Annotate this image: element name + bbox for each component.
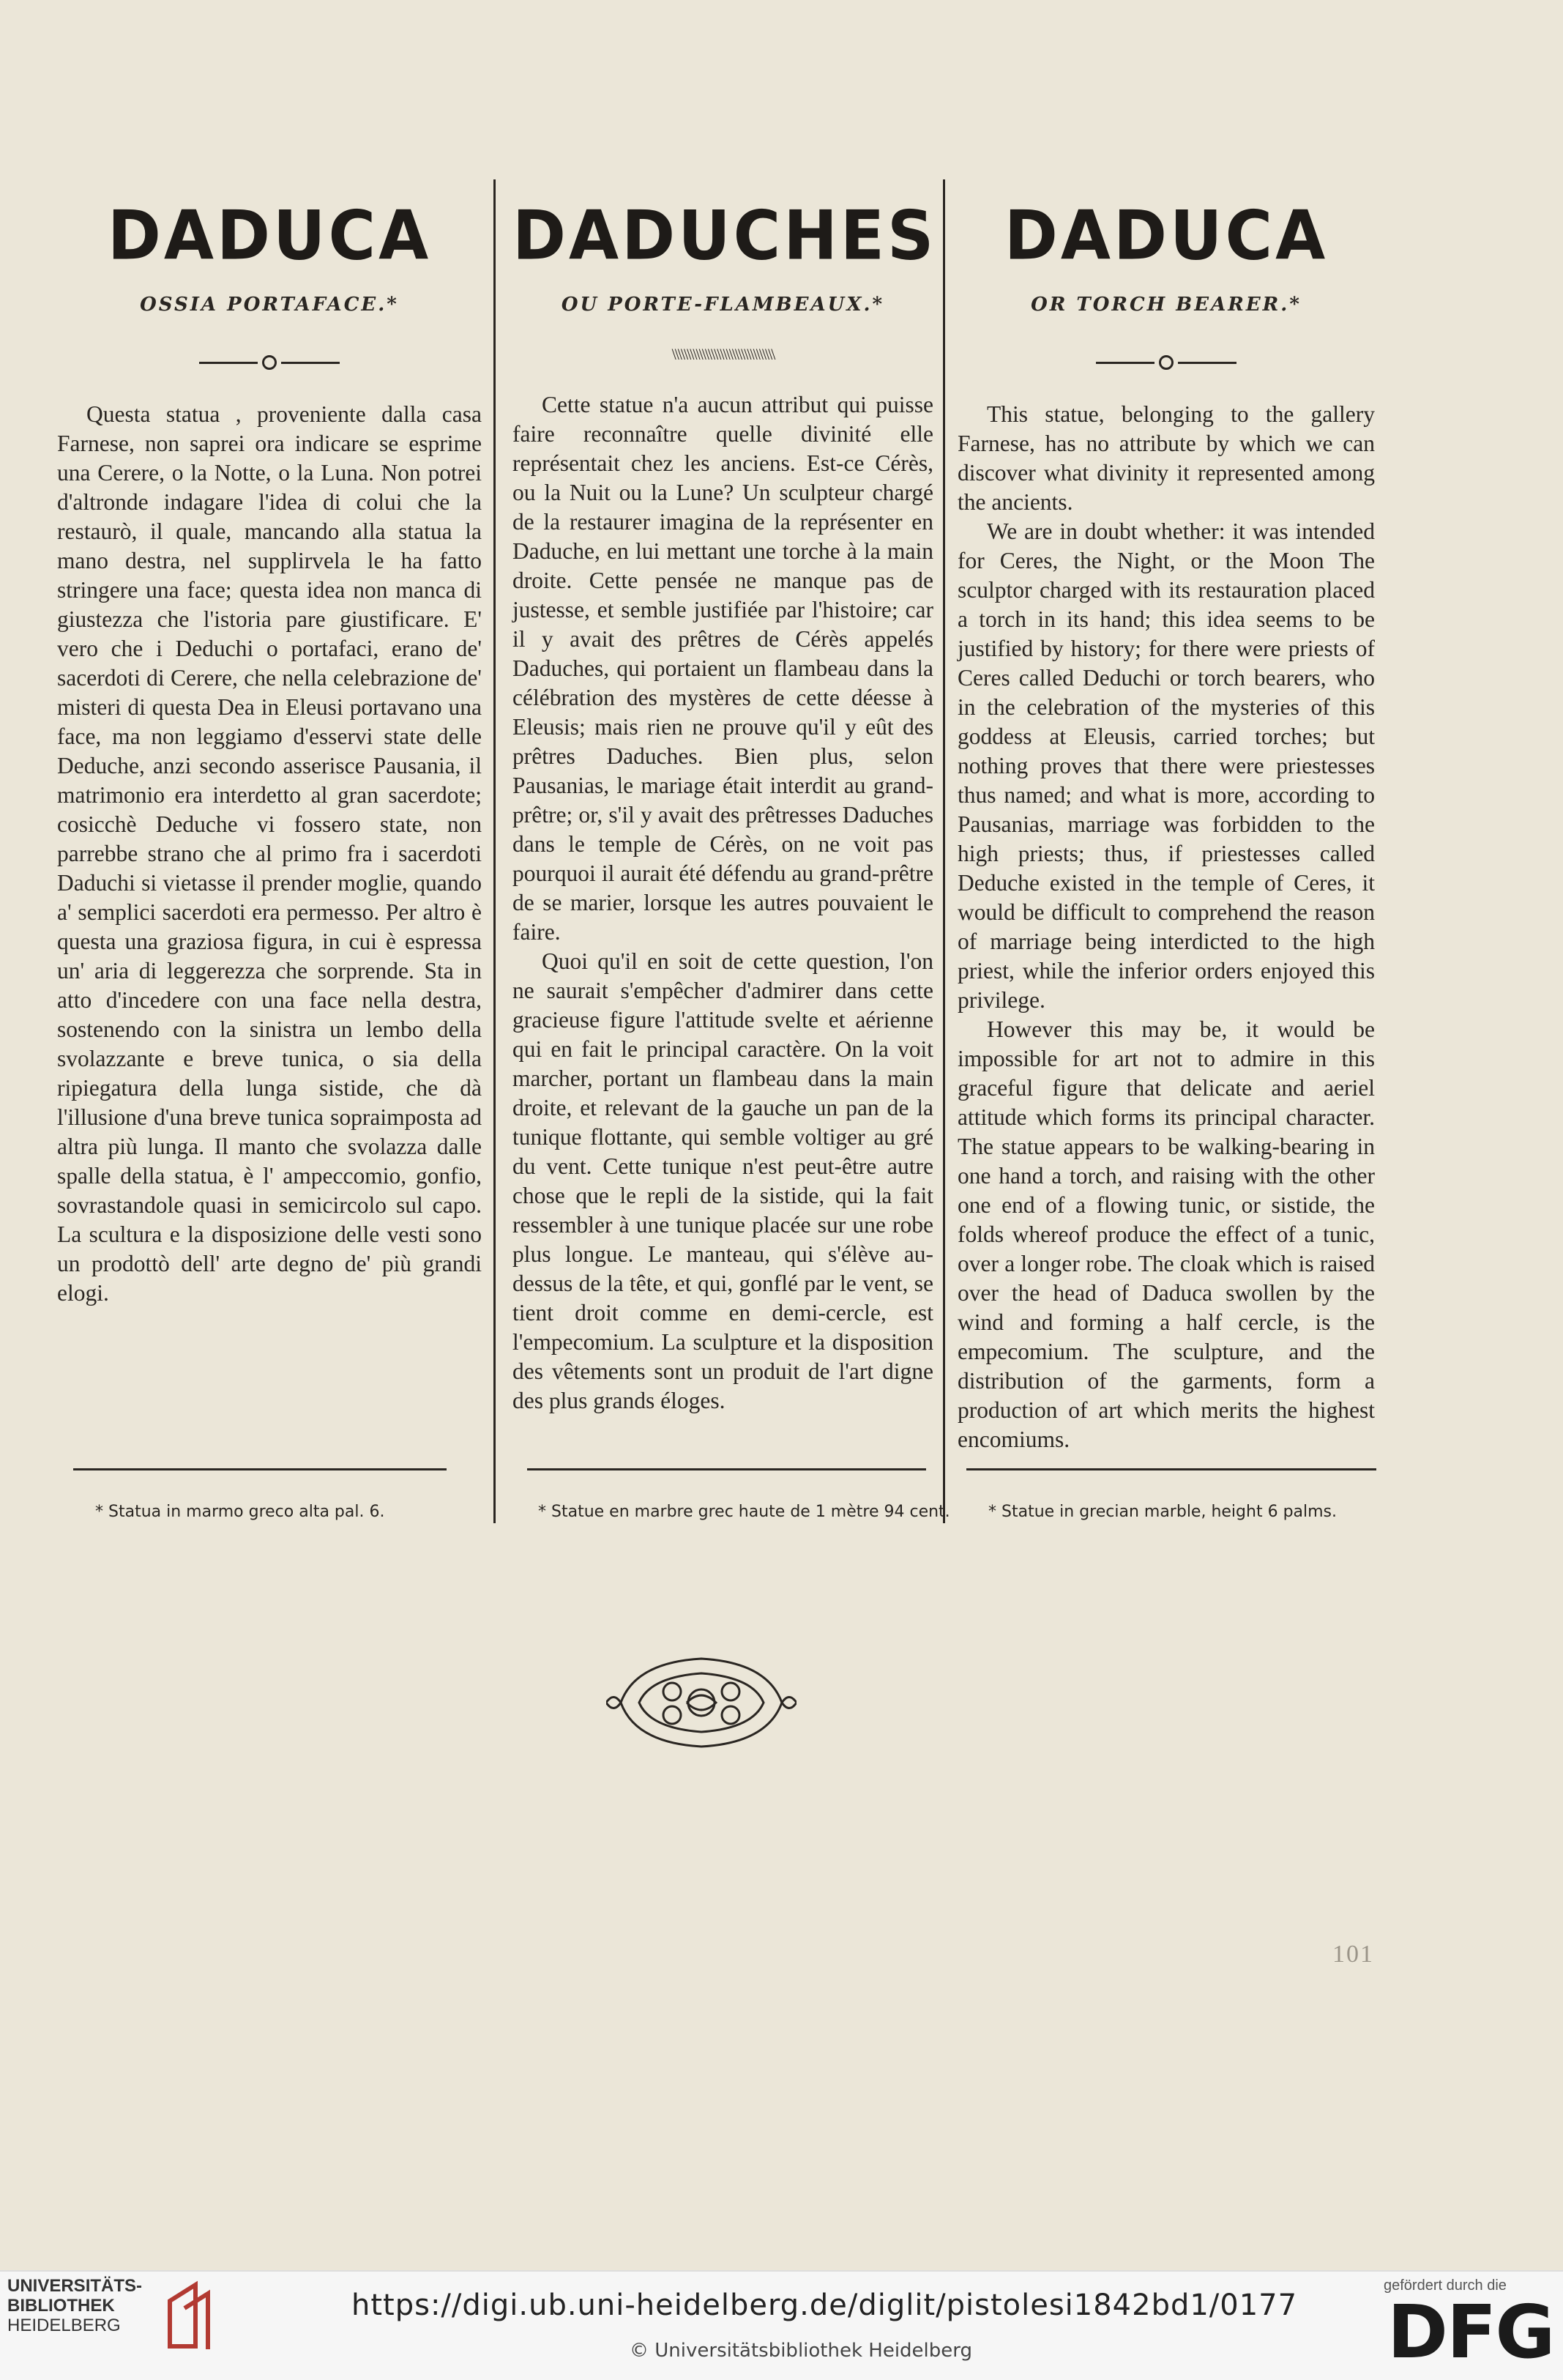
- dfg-logo: DFG: [1387, 2289, 1554, 2375]
- page-number: 101: [1332, 1941, 1374, 1968]
- copyright-text: © Universitätsbibliothek Heidelberg: [630, 2340, 973, 2362]
- paragraph: However this may be, it would be impossible for art not to admire in this graceful figure that delicate and aeriel attitude which forms its principal character. The statue appears to be walking-bearing in one hand a torch, and raising with the other one end of a flowing tunic, or sistide, the folds whereof produce the effect of a tunic, over a longer robe. The cloak which is raised over the head of Daduca swollen by the wind and forming a half cercle, is the empecomium. The sculpture, and the distribution of the garments, form a production of art which merits the highest encomiums.: [958, 1016, 1375, 1452]
- column-title: DADUCA: [107, 196, 432, 275]
- column-english: [958, 176, 1375, 1454]
- column-subtitle: OU PORTE-FLAMBEAUX.*: [561, 294, 885, 316]
- column-italian: [57, 176, 482, 1308]
- footnote-rule: [73, 1468, 447, 1470]
- column-french: [512, 176, 937, 1416]
- library-logo-text: [7, 2276, 142, 2335]
- ornament-divider: [958, 349, 1375, 373]
- column-separator: [943, 179, 945, 1523]
- paragraph: This statue, belonging to the gallery Farnese, has no attribute by which we can discover what divinity it represented among the ancients.: [958, 401, 1375, 515]
- column-body: [958, 400, 1375, 1454]
- footnote-rule: [966, 1468, 1376, 1470]
- ornament-divider: \\\\\\\\\\\\\\\\\\\\\\\\\\\\\\\\\\: [671, 345, 775, 363]
- column-body: [512, 390, 933, 1416]
- column-subtitle: OSSIA PORTAFACE.*: [140, 294, 399, 316]
- paragraph: Questa statua , proveniente dalla casa Farnese, non saprei ora indicare se esprime una Cerere, o la Notte, o la Luna. Non potrei d'altronde indagare l'idea di colui che la restaurò, il quale, mancando alla statua la mano destra, nel supplirvela le ha fatto stringere una face; questa idea non manca di giustezza che l'istoria pare giustificare. E' vero che i Deduchi o portafaci, erano de' sacerdoti di Cerere, che nella celebrazione de' misteri di questa Dea in Eleusi portavano una face, ma non leggiamo d'esservi state delle Deduche, anzi secondo asserisce Pausania, il matrimonio era interdetto al gran sacerdote; cosicchè Deduche vi fossero state, non parrebbe strano che al primo fra i sacerdoti Daduchi si vietasse il prender moglie, quando a' semplici sacerdoti era permesso. Per altro è questa una graziosa figura, in cui è espressa un' aria di leggerezza che sorprende. Sta in atto d'incedere con una face nella destra, sostenendo con la sinistra un lembo della svolazzante e breve tunica, o sia della ripiegatura della lunga sistide, che dà l'illusione d'una breve tunica sopraimposta ad altra più lunga. Il manto che svolazza dalle spalle della statua, è l' ampeccomio, gonfio, sovrastandole quasi in semicircolo sul capo. La scultura e la disposizione delle vesti sono un prodottò dell' arte degno de' più grandi elogi.: [57, 401, 482, 1306]
- library-name-line: HEIDELBERG: [7, 2316, 121, 2335]
- funding-note: gefördert durch die: [1384, 2277, 1507, 2294]
- column-subtitle: OR TORCH BEARER.*: [1031, 294, 1302, 316]
- library-name-line: BIBLIOTHEK: [7, 2296, 115, 2316]
- column-separator: [493, 179, 496, 1523]
- footnote: * Statue in grecian marble, height 6 palms.: [988, 1503, 1338, 1521]
- paragraph: Cette statue n'a aucun attribut qui puisse faire reconnaître quelle divinité elle représentait chez les anciens. Est-ce Cérès, ou la Nuit ou la Lune? Un sculpteur chargé de la restaurer imagina de la représenter en Daduche, en lui mettant une torche à la main droite. Cette pensée ne manque pas de justesse, et semble justifiée par l'histoire; car il y avait des prêtres de Cérès appelés Daduches, qui portaient un flambeau dans la célébration des mystères de cette déesse à Eleusis; mais rien ne prouve qu'il y eût des prêtres Daduches. Bien plus, selon Pausanias, le mariage était interdit au grand-prêtre; or, s'il y avait des prêtresses Daduches dans le temple de Cérès, on ne voit pas pourquoi il aurait été défendu au grand-prêtre de se marier, lorsque les autres pouvaient le faire.: [512, 392, 933, 945]
- paragraph: Quoi qu'il en soit de cette question, l'on ne saurait s'empêcher d'admirer dans cette gracieuse figure l'attitude svelte et aérienne qui en fait le principal caractère. On la voit marcher, portant un flambeau dans la main droite, et relevant de la gauche un pan de la tunique flottante, qui semble voltiger au gré du vent. Cette tunique n'est peut-être autre chose que le repli de la sistide, qui la fait ressembler à une tunique placée sur une robe plus longue. Le manteau, qui s'élève au-dessus de la tête, et qui, gonflé par le vent, se tient droit comme en demi-cercle, est l'empecomium. La sculpture et la disposition des vêtements sont un produit de l'art digne des plus grands éloges.: [512, 948, 933, 1413]
- footnote-rule: [527, 1468, 926, 1470]
- paragraph: We are in doubt whether: it was intended for Ceres, the Night, or the Moon The sculptor charged with its restauration placed a torch in its hand; this idea seems to be justified by history; for there were priests of Ceres called Deduchi or torch bearers, who in the celebration of the mysteries of this goddess at Eleusis, carried torches; but nothing proves that there were priestesses thus named; and what is more, according to Pausanias, marriage was forbidden to the high priests; thus, if priestesses called Deduche existed in the temple of Ceres, it would be difficult to comprehend the reason of marriage being interdicted to the high priest, while the inferior orders enjoyed this privilege.: [958, 518, 1375, 1013]
- footnote: * Statue en marbre grec haute de 1 mètre 94 cent.: [538, 1503, 950, 1521]
- decorative-vignette-icon: [606, 1648, 797, 1758]
- column-title: DADUCA: [1004, 196, 1329, 275]
- column-title: DADUCHES: [512, 196, 937, 275]
- viewer-footer: [0, 2270, 1563, 2380]
- library-name-line: UNIVERSITÄTS-: [7, 2276, 143, 2296]
- permalink-url[interactable]: https://digi.ub.uni-heidelberg.de/diglit/pistolesi1842bd1/0177: [351, 2288, 1298, 2322]
- column-body: [57, 400, 482, 1308]
- footnote: * Statua in marmo greco alta pal. 6.: [95, 1503, 385, 1521]
- ornament-divider: [57, 349, 482, 373]
- library-logo-icon: [163, 2279, 215, 2352]
